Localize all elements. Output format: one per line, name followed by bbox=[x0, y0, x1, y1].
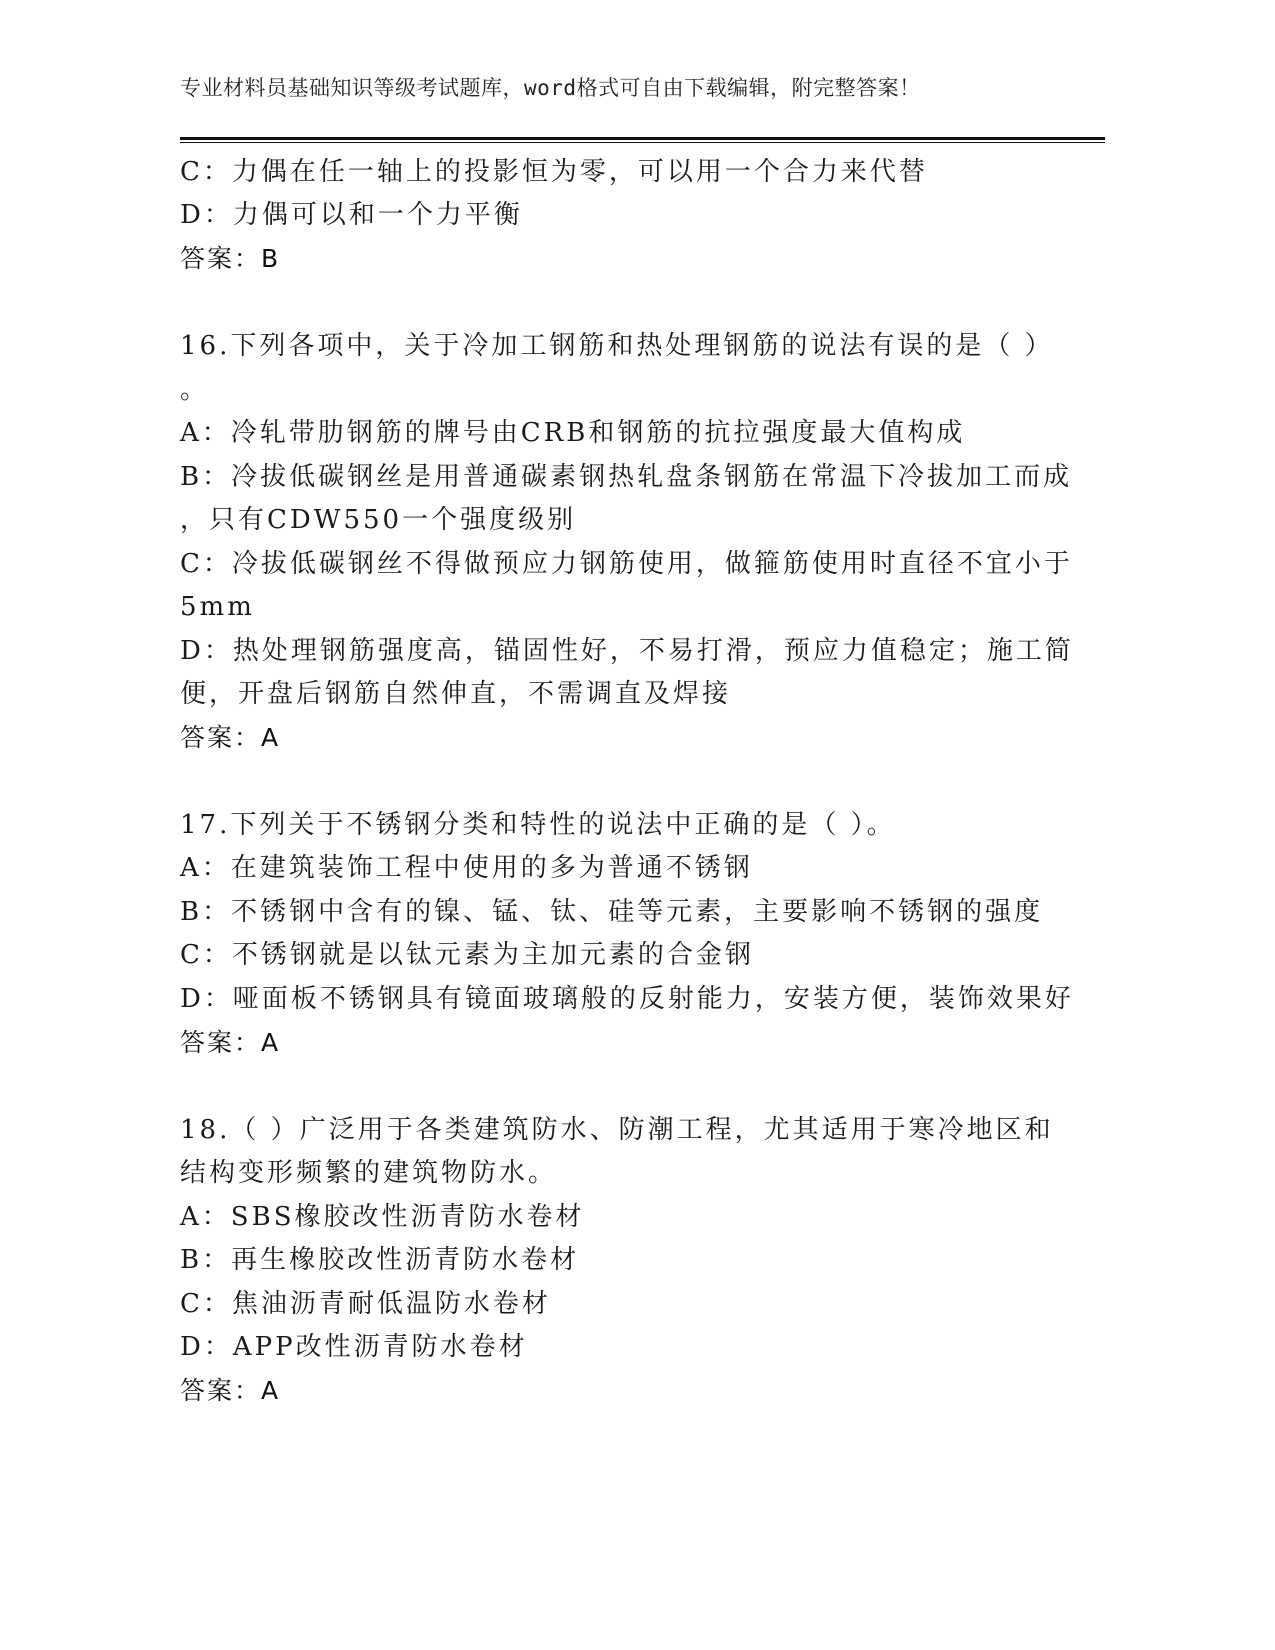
page-header: 专业材料员基础知识等级考试题库，word格式可自由下载编辑，附完整答案！ bbox=[180, 76, 921, 100]
question-18-option-a: A：SBS橡胶改性沥青防水卷材 bbox=[180, 1202, 585, 1232]
question-16-stem-cont: 。 bbox=[180, 375, 210, 405]
question-18-option-b: B：再生橡胶改性沥青防水卷材 bbox=[180, 1245, 580, 1275]
question-18-answer: 答案：A bbox=[180, 1376, 281, 1405]
header-rule-thin bbox=[180, 142, 1105, 143]
question-16-stem: 16.下列各项中，关于冷加工钢筋和热处理钢筋的说法有误的是（ ） bbox=[180, 331, 1054, 361]
question-16-option-d-cont: 便，开盘后钢筋自然伸直，不需调直及焊接 bbox=[180, 679, 732, 709]
question-16-option-b-cont: ，只有CDW550一个强度级别 bbox=[180, 505, 577, 535]
header-rule-thick bbox=[180, 137, 1105, 140]
option-c: C：力偶在任一轴上的投影恒为零，可以用一个合力来代替 bbox=[180, 157, 928, 187]
question-17-option-b: B：不锈钢中含有的镍、锰、钛、硅等元素，主要影响不锈钢的强度 bbox=[180, 897, 1044, 927]
answer-line: 答案：B bbox=[180, 244, 281, 273]
question-17-option-c: C：不锈钢就是以钛元素为主加元素的合金钢 bbox=[180, 940, 754, 970]
question-17-option-a: A：在建筑装饰工程中使用的多为普通不锈钢 bbox=[180, 853, 753, 883]
question-17-option-d: D：哑面板不锈钢具有镜面玻璃般的反射能力，安装方便，装饰效果好 bbox=[180, 984, 1074, 1014]
question-18-option-c: C：焦油沥青耐低温防水卷材 bbox=[180, 1289, 551, 1319]
question-16-answer: 答案：A bbox=[180, 723, 281, 752]
question-18-stem: 18.（ ）广泛用于各类建筑防水、防潮工程，尤其适用于寒冷地区和 bbox=[180, 1115, 1054, 1145]
question-18-option-d: D：APP改性沥青防水卷材 bbox=[180, 1332, 528, 1362]
question-16-option-c: C：冷拔低碳钢丝不得做预应力钢筋使用，做箍筋使用时直径不宜小于 bbox=[180, 549, 1073, 579]
question-17-stem: 17.下列关于不锈钢分类和特性的说法中正确的是（ ）。 bbox=[180, 810, 896, 840]
question-16-option-d: D：热处理钢筋强度高，锚固性好，不易打滑，预应力值稳定；施工简 bbox=[180, 636, 1074, 666]
question-18-stem-cont: 结构变形频繁的建筑物防水。 bbox=[180, 1158, 558, 1188]
question-16-option-c-cont: 5mm bbox=[180, 592, 255, 622]
option-d: D：力偶可以和一个力平衡 bbox=[180, 200, 523, 230]
question-16-option-a: A：冷轧带肋钢筋的牌号由CRB和钢筋的抗拉强度最大值构成 bbox=[180, 418, 966, 448]
question-17-answer: 答案：A bbox=[180, 1028, 281, 1057]
question-16-option-b: B：冷拔低碳钢丝是用普通碳素钢热轧盘条钢筋在常温下冷拔加工而成 bbox=[180, 462, 1073, 492]
